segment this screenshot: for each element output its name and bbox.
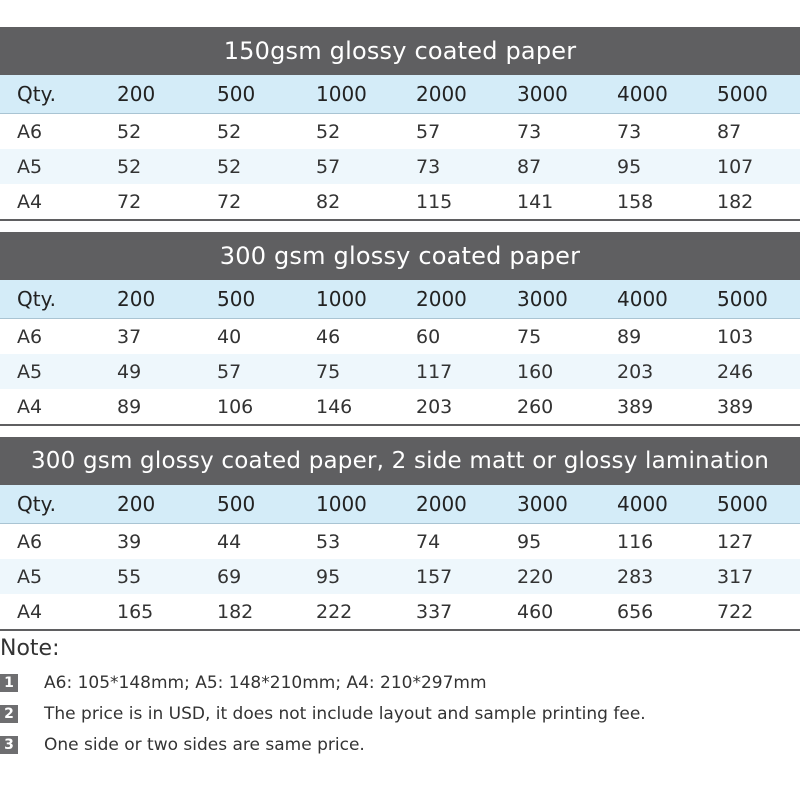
price-cell: 160 bbox=[517, 360, 554, 383]
note-text: One side or two sides are same price. bbox=[44, 735, 365, 755]
price-cell: 52 bbox=[316, 120, 341, 143]
table-title: 300 gsm glossy coated paper bbox=[0, 232, 800, 280]
table-row bbox=[0, 354, 800, 389]
note-text: The price is in USD, it does not include layout and sample printing fee. bbox=[44, 704, 646, 724]
price-cell: 52 bbox=[117, 120, 142, 143]
table-row bbox=[0, 149, 800, 184]
table-title: 300 gsm glossy coated paper, 2 side matt or glossy lamination bbox=[0, 437, 800, 485]
price-cell: 57 bbox=[416, 120, 441, 143]
size-cell: A6 bbox=[17, 325, 43, 348]
header-cell: 4000 bbox=[617, 287, 668, 311]
header-cell: 3000 bbox=[517, 82, 568, 106]
table-header-row bbox=[0, 75, 800, 114]
header-cell: 2000 bbox=[416, 492, 467, 516]
size-cell: A6 bbox=[17, 530, 43, 553]
header-cell: 5000 bbox=[717, 492, 768, 516]
size-cell: A6 bbox=[17, 120, 43, 143]
header-cell: 1000 bbox=[316, 492, 367, 516]
price-cell: 75 bbox=[316, 360, 341, 383]
price-cell: 44 bbox=[217, 530, 242, 553]
price-cell: 222 bbox=[316, 600, 353, 623]
table-row bbox=[0, 184, 800, 219]
size-cell: A5 bbox=[17, 360, 43, 383]
price-cell: 52 bbox=[217, 120, 242, 143]
table-row bbox=[0, 559, 800, 594]
price-cell: 73 bbox=[416, 155, 441, 178]
price-cell: 389 bbox=[617, 395, 654, 418]
price-cell: 246 bbox=[717, 360, 754, 383]
price-cell: 283 bbox=[617, 565, 654, 588]
price-cell: 73 bbox=[517, 120, 542, 143]
price-cell: 260 bbox=[517, 395, 554, 418]
header-cell: 2000 bbox=[416, 287, 467, 311]
header-cell: 1000 bbox=[316, 82, 367, 106]
price-cell: 89 bbox=[117, 395, 142, 418]
header-cell: Qty. bbox=[17, 492, 56, 516]
price-cell: 103 bbox=[717, 325, 754, 348]
note-number-badge: 1 bbox=[0, 674, 18, 692]
price-cell: 55 bbox=[117, 565, 142, 588]
price-cell: 117 bbox=[416, 360, 453, 383]
note-item bbox=[0, 703, 646, 725]
header-cell: 5000 bbox=[717, 82, 768, 106]
size-cell: A5 bbox=[17, 565, 43, 588]
price-cell: 722 bbox=[717, 600, 754, 623]
price-cell: 203 bbox=[617, 360, 654, 383]
header-cell: Qty. bbox=[17, 287, 56, 311]
price-cell: 95 bbox=[517, 530, 542, 553]
price-table-150gsm bbox=[0, 27, 800, 221]
price-cell: 127 bbox=[717, 530, 754, 553]
price-cell: 74 bbox=[416, 530, 441, 553]
header-cell: 4000 bbox=[617, 492, 668, 516]
price-cell: 52 bbox=[117, 155, 142, 178]
price-cell: 49 bbox=[117, 360, 142, 383]
header-cell: 2000 bbox=[416, 82, 467, 106]
price-cell: 165 bbox=[117, 600, 154, 623]
size-cell: A4 bbox=[17, 600, 43, 623]
header-cell: 3000 bbox=[517, 287, 568, 311]
price-cell: 337 bbox=[416, 600, 453, 623]
price-cell: 141 bbox=[517, 190, 554, 213]
price-cell: 87 bbox=[717, 120, 742, 143]
price-table-300gsm bbox=[0, 232, 800, 426]
price-cell: 87 bbox=[517, 155, 542, 178]
price-cell: 75 bbox=[517, 325, 542, 348]
notes-title: Note: bbox=[0, 636, 60, 661]
table-row bbox=[0, 594, 800, 629]
table-row bbox=[0, 319, 800, 354]
price-cell: 115 bbox=[416, 190, 453, 213]
note-number-badge: 2 bbox=[0, 705, 18, 723]
table-title: 150gsm glossy coated paper bbox=[0, 27, 800, 75]
price-cell: 656 bbox=[617, 600, 654, 623]
price-cell: 73 bbox=[617, 120, 642, 143]
price-cell: 460 bbox=[517, 600, 554, 623]
header-cell: 4000 bbox=[617, 82, 668, 106]
table-bottom-rule bbox=[0, 219, 800, 221]
price-cell: 389 bbox=[717, 395, 754, 418]
price-cell: 317 bbox=[717, 565, 754, 588]
table-row bbox=[0, 114, 800, 149]
note-number-badge: 3 bbox=[0, 736, 18, 754]
size-cell: A4 bbox=[17, 395, 43, 418]
price-cell: 107 bbox=[717, 155, 754, 178]
note-text: A6: 105*148mm; A5: 148*210mm; A4: 210*297mm bbox=[44, 673, 487, 693]
price-cell: 95 bbox=[316, 565, 341, 588]
price-cell: 46 bbox=[316, 325, 341, 348]
price-cell: 57 bbox=[217, 360, 242, 383]
price-cell: 72 bbox=[217, 190, 242, 213]
price-cell: 157 bbox=[416, 565, 453, 588]
header-cell: 500 bbox=[217, 492, 256, 516]
price-cell: 37 bbox=[117, 325, 142, 348]
price-cell: 82 bbox=[316, 190, 341, 213]
price-cell: 146 bbox=[316, 395, 353, 418]
size-cell: A5 bbox=[17, 155, 43, 178]
price-cell: 89 bbox=[617, 325, 642, 348]
size-cell: A4 bbox=[17, 190, 43, 213]
header-cell: 5000 bbox=[717, 287, 768, 311]
table-header-row bbox=[0, 280, 800, 319]
price-cell: 39 bbox=[117, 530, 142, 553]
table-header-row bbox=[0, 485, 800, 524]
header-cell: 500 bbox=[217, 82, 256, 106]
price-table-300gsm-laminated bbox=[0, 437, 800, 631]
header-cell: Qty. bbox=[17, 82, 56, 106]
price-cell: 203 bbox=[416, 395, 453, 418]
header-cell: 1000 bbox=[316, 287, 367, 311]
table-bottom-rule bbox=[0, 424, 800, 426]
header-cell: 3000 bbox=[517, 492, 568, 516]
price-cell: 158 bbox=[617, 190, 654, 213]
header-cell: 200 bbox=[117, 82, 156, 106]
note-item bbox=[0, 672, 487, 694]
price-cell: 57 bbox=[316, 155, 341, 178]
price-cell: 116 bbox=[617, 530, 654, 553]
price-cell: 106 bbox=[217, 395, 254, 418]
price-cell: 53 bbox=[316, 530, 341, 553]
price-cell: 69 bbox=[217, 565, 242, 588]
table-row bbox=[0, 524, 800, 559]
price-cell: 60 bbox=[416, 325, 441, 348]
table-bottom-rule bbox=[0, 629, 800, 631]
price-cell: 52 bbox=[217, 155, 242, 178]
note-item bbox=[0, 734, 365, 756]
price-cell: 220 bbox=[517, 565, 554, 588]
header-cell: 500 bbox=[217, 287, 256, 311]
price-cell: 72 bbox=[117, 190, 142, 213]
price-cell: 95 bbox=[617, 155, 642, 178]
price-cell: 182 bbox=[217, 600, 254, 623]
price-cell: 40 bbox=[217, 325, 242, 348]
header-cell: 200 bbox=[117, 492, 156, 516]
header-cell: 200 bbox=[117, 287, 156, 311]
table-row bbox=[0, 389, 800, 424]
price-cell: 182 bbox=[717, 190, 754, 213]
